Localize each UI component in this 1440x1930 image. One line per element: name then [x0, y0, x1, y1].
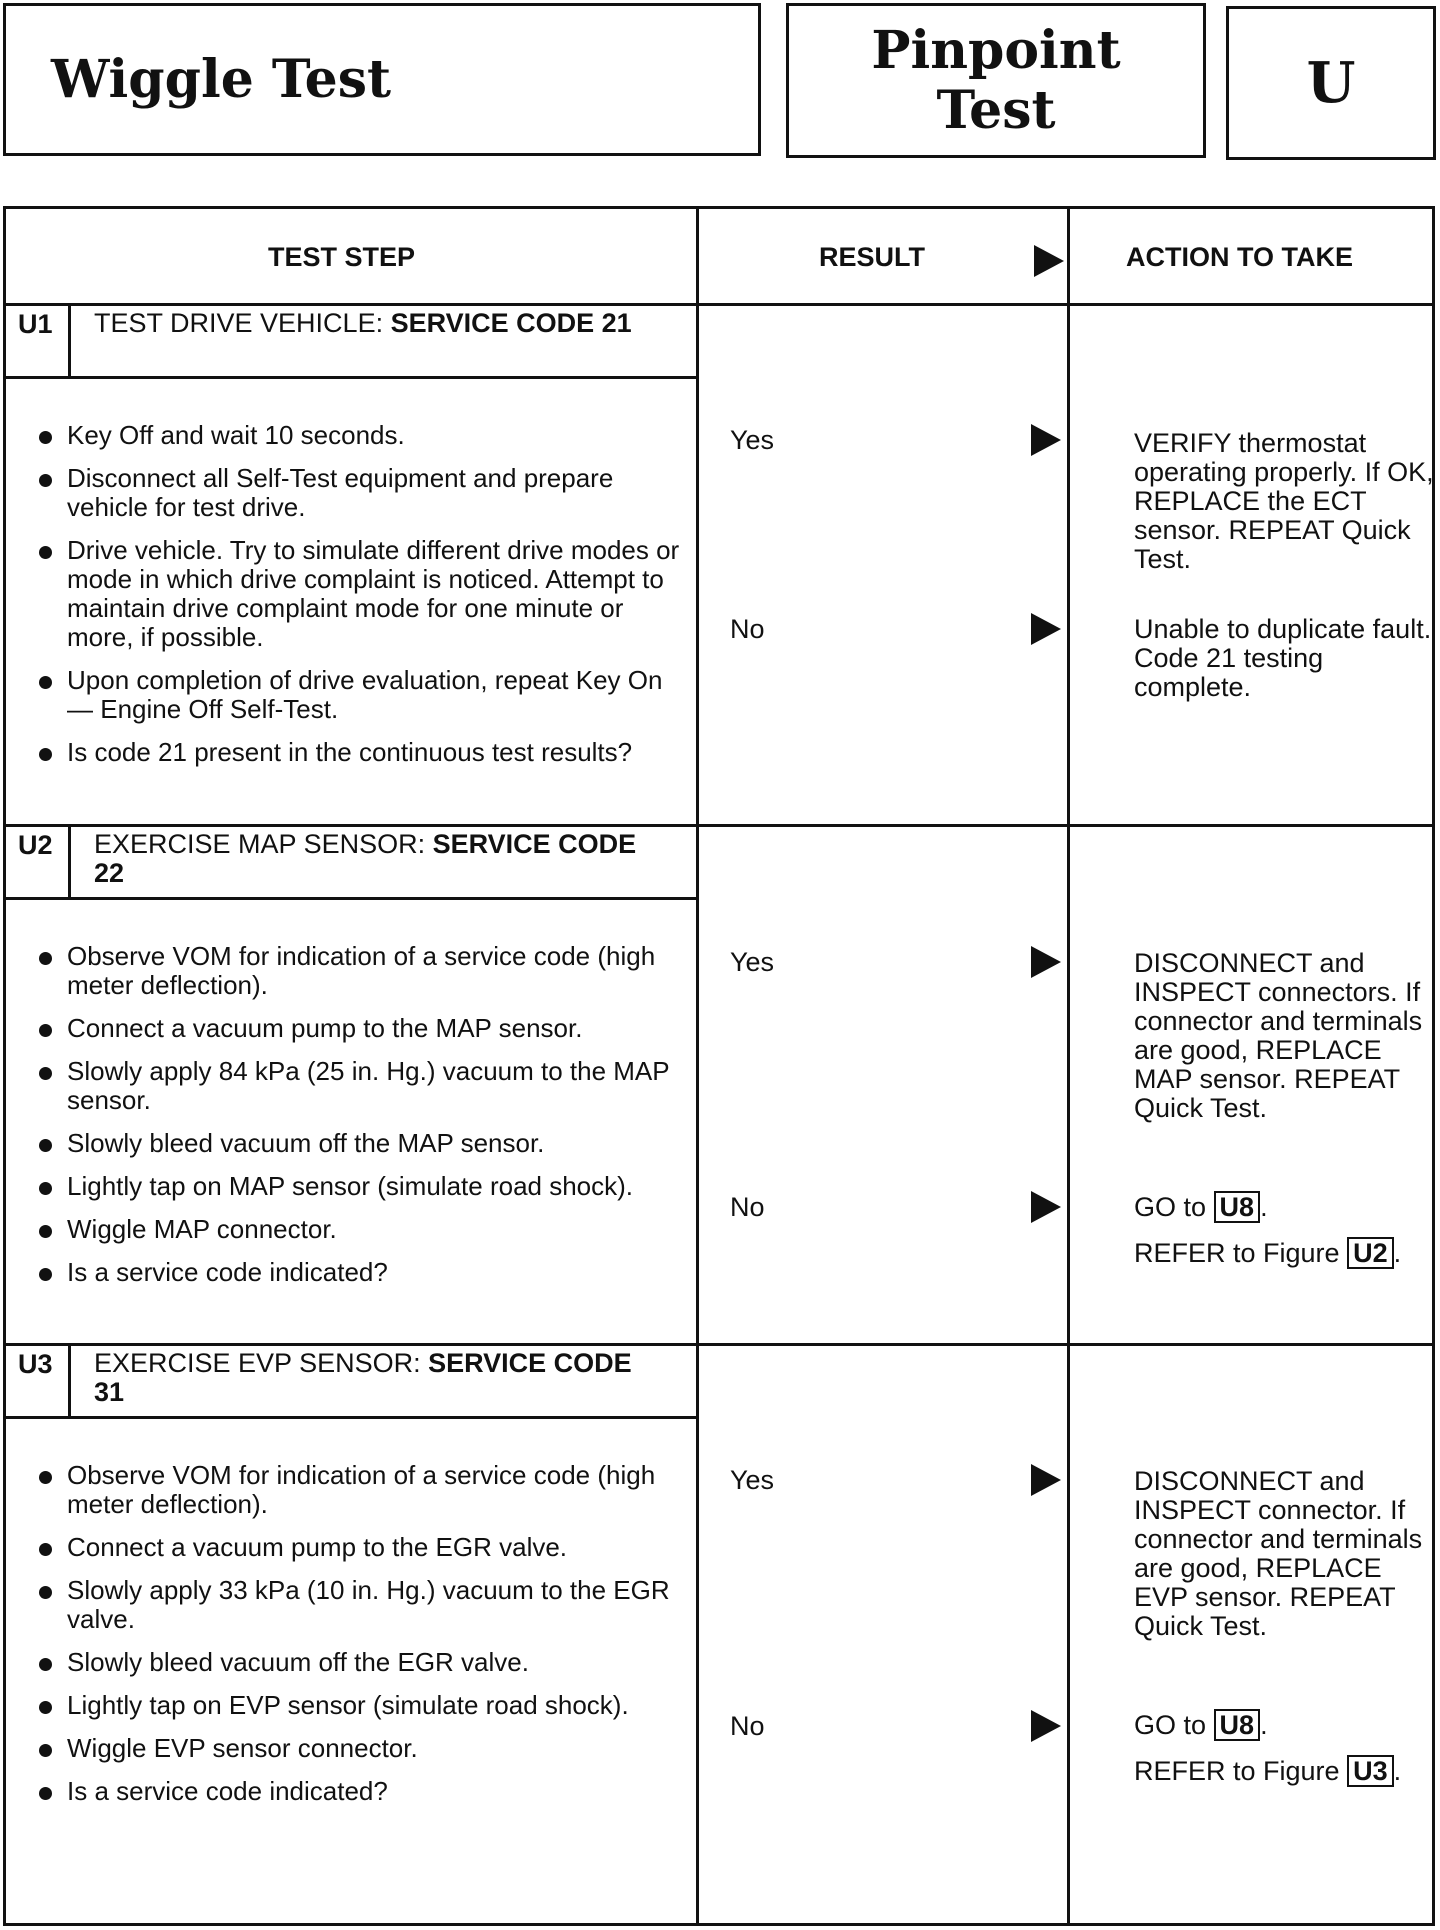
list-item: Is code 21 present in the continuous test results?: [36, 738, 686, 767]
list-item: Observe VOM for indication of a service code (high meter deflection).: [36, 942, 686, 1000]
result-yes: Yes: [730, 425, 775, 455]
step-reference-u8[interactable]: U8: [1214, 1709, 1261, 1741]
result-no: No: [730, 614, 765, 644]
action-yes: DISCONNECT and INSPECT connectors. If connector and terminals are good, REPLACE MAP sensor. REPEAT Quick Test.: [1134, 948, 1423, 1123]
result-yes: Yes: [730, 947, 775, 977]
header-divider: [6, 303, 1432, 306]
column-header-action: ACTION TO TAKE: [1126, 242, 1353, 272]
go-to-label: GO to: [1134, 1192, 1207, 1222]
step-title-underline: [6, 376, 696, 379]
action-no: [1134, 1709, 1434, 1787]
step-id: U3: [18, 1349, 53, 1379]
step-title: [94, 830, 654, 888]
refer-label: REFER to Figure: [1134, 1756, 1340, 1786]
result-yes: Yes: [730, 1465, 775, 1495]
arrow-right-icon: [1031, 1710, 1061, 1742]
arrow-right-icon: [1034, 245, 1064, 277]
list-item: Is a service code indicated?: [36, 1777, 686, 1806]
step-id-divider: [68, 303, 71, 379]
go-to-line: [1134, 1191, 1434, 1223]
row-divider: [6, 824, 1432, 827]
arrow-right-icon: [1031, 613, 1061, 645]
list-item: Drive vehicle. Try to simulate different drive modes or mode in which drive complaint is noticed. Attempt to maintain drive complaint mode for one minute or more, if possible.: [36, 536, 686, 652]
page-title: Wiggle Test: [51, 49, 392, 110]
action-yes: DISCONNECT and INSPECT connector. If connector and terminals are good, REPLACE EVP sensor. REPEAT Quick Test.: [1134, 1466, 1423, 1641]
step-title-bold: SERVICE CODE 22: [94, 829, 637, 888]
refer-line: [1134, 1237, 1434, 1269]
go-to-line: [1134, 1709, 1434, 1741]
list-item: Wiggle MAP connector.: [36, 1215, 686, 1244]
period: .: [1393, 1238, 1402, 1268]
row-divider: [6, 1343, 1432, 1346]
column-divider: [1067, 209, 1070, 1923]
list-item: Lightly tap on MAP sensor (simulate road shock).: [36, 1172, 686, 1201]
list-item: Is a service code indicated?: [36, 1258, 686, 1287]
action-no: [1134, 1191, 1434, 1269]
column-divider: [696, 209, 699, 1923]
list-item: Slowly bleed vacuum off the EGR valve.: [36, 1648, 686, 1677]
step-title-bold: SERVICE CODE 21: [390, 308, 632, 338]
pinpoint-table: [3, 206, 1435, 1926]
step-title-bold: SERVICE CODE 31: [94, 1348, 632, 1407]
step-id-divider: [68, 824, 71, 900]
list-item: Lightly tap on EVP sensor (simulate road shock).: [36, 1691, 686, 1720]
step-id: U1: [18, 309, 53, 339]
step-id-divider: [68, 1343, 71, 1419]
list-item: Slowly bleed vacuum off the MAP sensor.: [36, 1129, 686, 1158]
step-reference-u8[interactable]: U8: [1214, 1191, 1261, 1223]
step-title-underline: [6, 897, 696, 900]
arrow-right-icon: [1031, 424, 1061, 456]
step-title-plain: EXERCISE EVP SENSOR:: [94, 1348, 429, 1378]
arrow-right-icon: [1031, 1464, 1061, 1496]
result-no: No: [730, 1711, 765, 1741]
list-item: Upon completion of drive evaluation, repeat Key On — Engine Off Self-Test.: [36, 666, 686, 724]
step-title-plain: EXERCISE MAP SENSOR:: [94, 829, 433, 859]
result-no: No: [730, 1192, 765, 1222]
list-item: Disconnect all Self-Test equipment and prepare vehicle for test drive.: [36, 464, 686, 522]
column-header-test-step: TEST STEP: [268, 242, 416, 272]
pinpoint-test-label: Pinpoint Test: [871, 19, 1121, 141]
period: .: [1260, 1710, 1268, 1740]
figure-reference-u2[interactable]: U2: [1347, 1237, 1394, 1269]
figure-reference-u3[interactable]: U3: [1347, 1755, 1394, 1787]
list-item: Connect a vacuum pump to the MAP sensor.: [36, 1014, 686, 1043]
test-letter: U: [1306, 50, 1356, 116]
test-letter-box: [1226, 6, 1436, 160]
list-item: Key Off and wait 10 seconds.: [36, 421, 686, 450]
step-title: [94, 309, 654, 338]
column-header-result: RESULT: [819, 242, 925, 272]
arrow-right-icon: [1031, 946, 1061, 978]
refer-line: [1134, 1755, 1434, 1787]
list-item: Slowly apply 84 kPa (25 in. Hg.) vacuum to the MAP sensor.: [36, 1057, 686, 1115]
step-title: [94, 1349, 654, 1407]
step-title-plain: TEST DRIVE VEHICLE:: [94, 308, 391, 338]
list-item: Connect a vacuum pump to the EGR valve.: [36, 1533, 686, 1562]
title-box: [3, 3, 761, 156]
step-bullet-list: [36, 942, 686, 1301]
list-item: Observe VOM for indication of a service code (high meter deflection).: [36, 1461, 686, 1519]
step-title-underline: [6, 1416, 696, 1419]
period: .: [1260, 1192, 1268, 1222]
list-item: Slowly apply 33 kPa (10 in. Hg.) vacuum to the EGR valve.: [36, 1576, 686, 1634]
go-to-label: GO to: [1134, 1710, 1207, 1740]
step-id: U2: [18, 830, 53, 860]
step-bullet-list: [36, 1461, 686, 1820]
list-item: Wiggle EVP sensor connector.: [36, 1734, 686, 1763]
step-bullet-list: [36, 421, 686, 781]
refer-label: REFER to Figure: [1134, 1238, 1340, 1268]
action-yes: VERIFY thermostat operating properly. If OK, REPLACE the ECT sensor. REPEAT Quick Test.: [1134, 428, 1434, 574]
pinpoint-test-box: [786, 3, 1206, 158]
period: .: [1393, 1756, 1402, 1786]
arrow-right-icon: [1031, 1191, 1061, 1223]
action-no: Unable to duplicate fault. Code 21 testing complete.: [1134, 614, 1432, 702]
